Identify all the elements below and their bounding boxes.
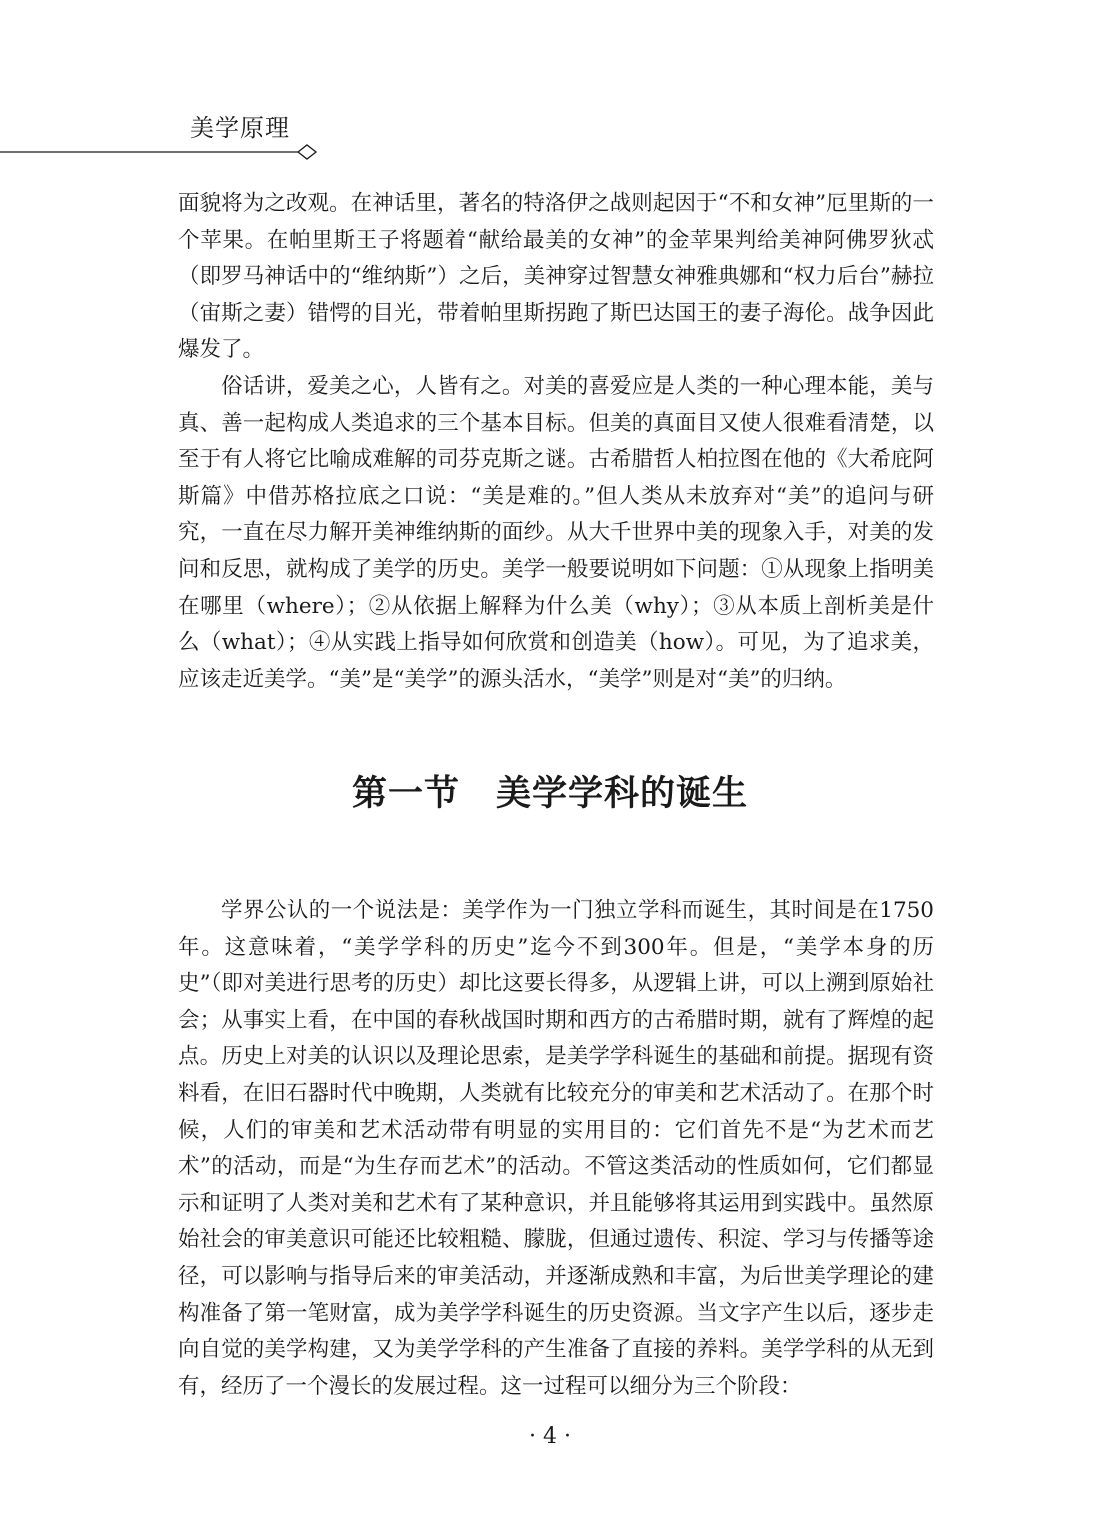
intro-text-block	[178, 186, 934, 698]
paragraph-continued: 面貌将为之改观。在神话里，著名的特洛伊之战则起因于“不和女神”厄里斯的一个苹果。在帕里斯王子将题着“献给最美的女神”的金苹果判给美神阿佛罗狄忒（即罗马神话中的“维纳斯”）之后，美神穿过智慧女神雅典娜和“权力后台”赫拉（宙斯之妻）错愕的目光，带着帕里斯拐跑了斯巴达国王的妻子海伦。战争因此爆发了。	[178, 191, 934, 363]
running-header	[0, 100, 330, 160]
paragraph-love-of-beauty: 俗话讲，爱美之心，人皆有之。对美的喜爱应是人类的一种心理本能，美与真、善一起构成人类追求的三个基本目标。但美的真面目又使人很难看清楚，以至于有人将它比喻成难解的司芬克斯之谜。古希腊哲人柏拉图在他的《大希庇阿斯篇》中借苏格拉底之口说：“美是难的。”但人类从未放弃对“美”的追问与研究，一直在尽力解开美神维纳斯的面纱。从大千世界中美的现象入手，对美的发问和反思，就构成了美学的历史。美学一般要说明如下问题：①从现象上指明美在哪里（where）；②从依据上解释为什么美（why）；③从本质上剖析美是什么（what）；④从实践上指导如何欣赏和创造美（how）。可见，为了追求美，应该走近美学。“美”是“美学”的源头活水，“美学”则是对“美”的归纳。	[178, 373, 934, 692]
section-text-block	[178, 893, 934, 1405]
header-rule-diamond	[0, 144, 330, 160]
page-number: · 4 ·	[529, 1424, 571, 1449]
section-heading: 第一节 美学学科的诞生	[351, 774, 748, 814]
paragraph-birth-of-aesthetics: 学界公认的一个说法是：美学作为一门独立学科而诞生，其时间是在1750年。这意味着，“美学学科的历史”迄今不到300年。但是，“美学本身的历史”（即对美进行思考的历史）却比这要长得多，从逻辑上讲，可以上溯到原始社会；从事实上看，在中国的春秋战国时期和西方的古希腊时期，就有了辉煌的起点。历史上对美的认识以及理论思索，是美学学科诞生的基础和前提。据现有资料看，在旧石器时代中晚期，人类就有比较充分的审美和艺术活动了。在那个时候，人们的审美和艺术活动带有明显的实用目的：它们首先不是“为艺术而艺术”的活动，而是“为生存而艺术”的活动。不管这类活动的性质如何，它们都显示和证明了人类对美和艺术有了某种意识，并且能够将其运用到实践中。虽然原始社会的审美意识可能还比较粗糙、朦胧，但通过遗传、积淀、学习与传播等途径，可以影响与指导后来的审美活动，并逐渐成熟和丰富，为后世美学理论的建构准备了第一笔财富，成为美学学科诞生的历史资源。当文字产生以后，逐步走向自觉的美学构建，又为美学学科的产生准备了直接的养料。美学学科的从无到有，经历了一个漫长的发展过程。这一过程可以细分为三个阶段：	[178, 898, 934, 1399]
running-header-title: 美学原理	[190, 114, 290, 142]
